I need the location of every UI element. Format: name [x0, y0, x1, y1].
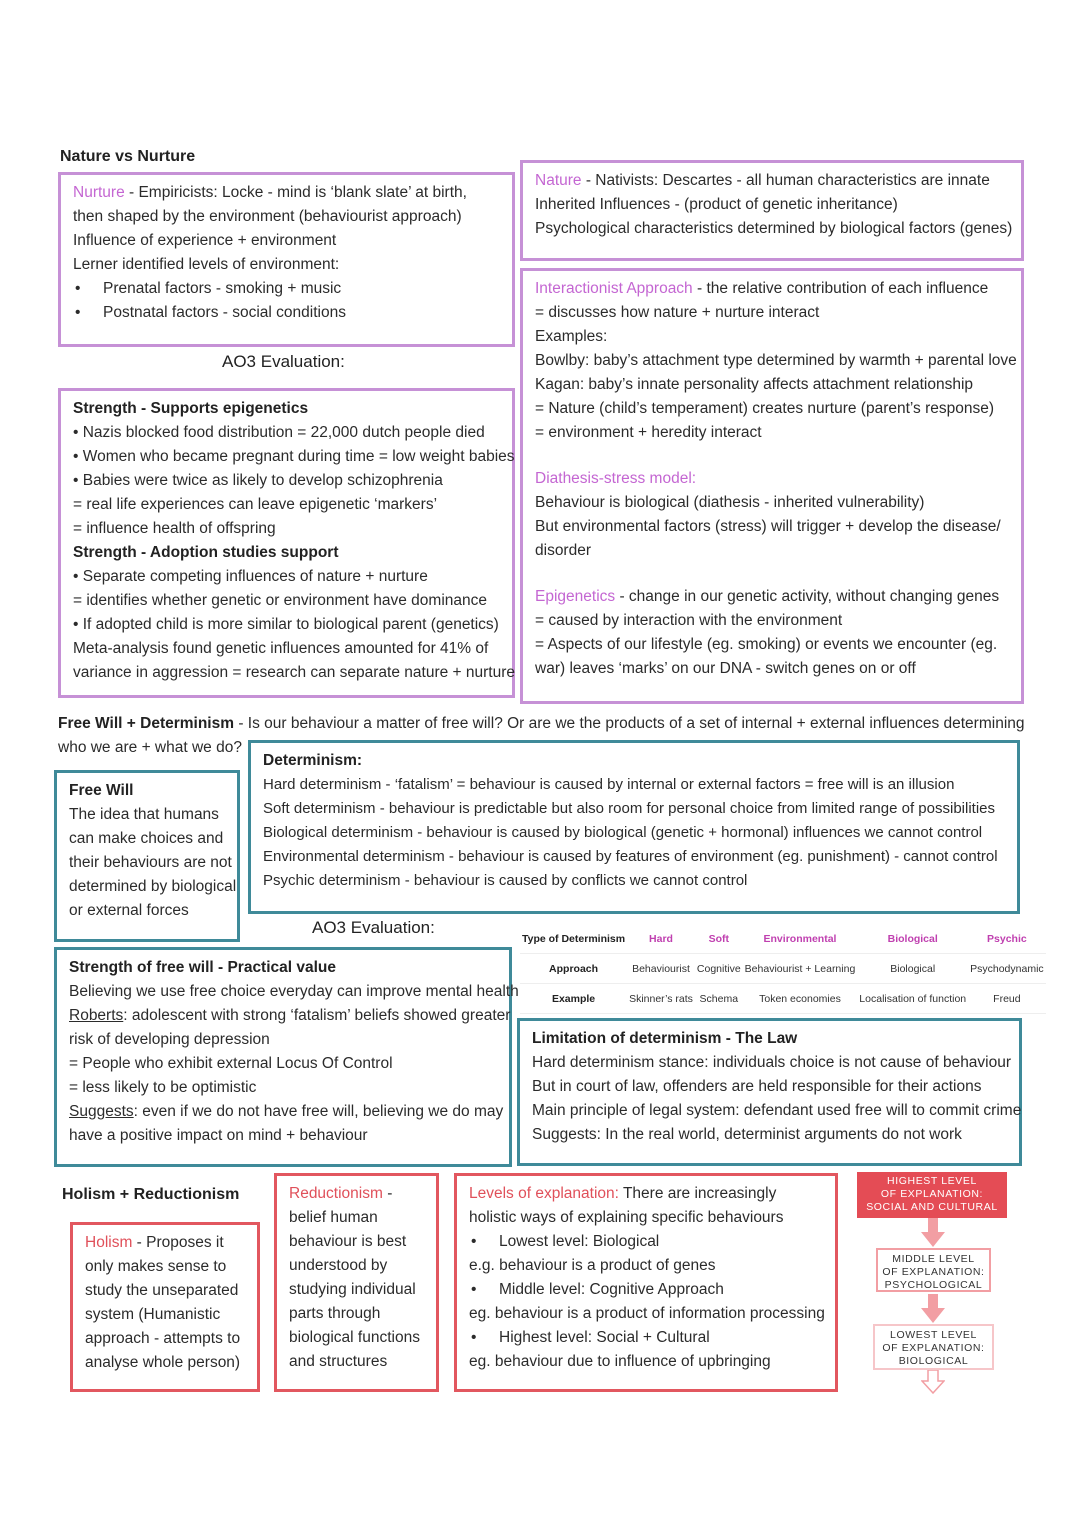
nurture-box [58, 172, 515, 347]
diathesis-line: Behaviour is biological (diathesis - inherited vulnerability) [535, 494, 925, 511]
diathesis-line: But environmental factors (stress) will trigger + develop the disease/ [535, 518, 1001, 535]
determinism-line: Environmental determinism - behaviour is caused by features of environment (eg. punishment) - cannot control [263, 848, 998, 865]
free-will-strength-line: : adolescent with strong ‘fatalism’ beliefs showed greater [123, 1007, 511, 1024]
table-cell: Localisation of function [857, 984, 968, 1014]
nurture-line: Lerner identified levels of environment: [73, 256, 340, 273]
reductionism-line: biological functions [289, 1329, 420, 1346]
suggests-ref: Suggests [69, 1103, 134, 1120]
nurture-line: then shaped by the environment (behaviourist approach) [73, 208, 462, 225]
holism-term: Holism [85, 1234, 133, 1251]
table-header-cell: Type of Determinism [520, 924, 627, 954]
lowest-level-line: OF EXPLANATION: [882, 1342, 985, 1354]
interactionist-line: = environment + heredity interact [535, 424, 762, 441]
free-will-line: can make choices and [69, 830, 224, 847]
table-header-cell: Hard [627, 924, 695, 954]
nurture-line: Influence of experience + environment [73, 232, 337, 249]
strength-line: variance in aggression = research can separate nature + nurture [73, 664, 516, 681]
limitation-line: But in court of law, offenders are held responsible for their actions [532, 1078, 982, 1095]
table-cell: Behaviourist [627, 954, 695, 984]
epigenetics-term: Epigenetics [535, 588, 616, 605]
table-header-cell: Psychic [968, 924, 1046, 954]
table-header-cell: Soft [695, 924, 743, 954]
down-arrow-icon [921, 1370, 945, 1394]
interactionist-line: Bowlby: baby’s attachment type determined by warmth + parental love [535, 352, 1017, 369]
lowest-level-line: LOWEST LEVEL [890, 1329, 977, 1341]
table-cell: Psychodynamic [968, 954, 1046, 984]
nurture-bullet: • Prenatal factors - smoking + music [73, 277, 500, 301]
levels-line: e.g. behaviour is a product of genes [469, 1257, 716, 1274]
table-cell: Approach [520, 954, 627, 984]
highest-level-line: HIGHEST LEVEL [887, 1175, 977, 1187]
reductionism-box [274, 1173, 439, 1392]
reductionism-line: parts through [289, 1305, 381, 1322]
diathesis-term: Diathesis-stress model: [535, 470, 697, 487]
table-cell: Behaviourist + Learning [743, 954, 858, 984]
nature-line: - Nativists: Descartes - all human characteristics are innate [581, 172, 990, 189]
free-will-line: or external forces [69, 902, 189, 919]
reductionism-line: understood by [289, 1257, 388, 1274]
strength-title: Strength - Supports epigenetics [73, 400, 309, 417]
reductionism-line: studying individual [289, 1281, 416, 1298]
levels-box [454, 1173, 838, 1392]
interactionist-box [520, 268, 1024, 704]
free-will-strength-line: risk of developing depression [69, 1031, 270, 1048]
strength-line: Meta-analysis found genetic influences amounted for 41% of [73, 640, 489, 657]
holism-line: study the unseparated [85, 1282, 239, 1299]
strength-title: Strength - Adoption studies support [73, 544, 339, 561]
reductionism-line: - [382, 1185, 393, 1202]
table-row [520, 984, 1046, 1014]
epigenetics-line: = caused by interaction with the environment [535, 612, 843, 629]
reductionism-term: Reductionism [289, 1185, 383, 1202]
highest-level-line: OF EXPLANATION: [880, 1188, 984, 1200]
nature-strengths-box [58, 388, 515, 698]
free-will-title: Free Will [69, 782, 134, 799]
levels-line: There are increasingly [618, 1185, 777, 1202]
roberts-ref: Roberts [69, 1007, 124, 1024]
free-will-question: - Is our behaviour a matter of free will? Or are we the products of a set of internal + external influences determining [234, 715, 1025, 732]
table-header-row [520, 924, 1046, 954]
section-title-holism: Holism + Reductionism [62, 1186, 240, 1203]
determinism-line: Hard determinism - ‘fatalism’ = behaviour is caused by internal or external factors = free will is an illusion [263, 776, 955, 793]
free-will-question: who we are + what we do? [58, 739, 242, 756]
section-title-nature-nurture: Nature vs Nurture [60, 148, 196, 165]
interactionist-line: = discusses how nature + nurture interact [535, 304, 820, 321]
table-header-cell: Biological [857, 924, 968, 954]
table-cell: Schema [695, 984, 743, 1014]
interactionist-line: = Nature (child’s temperament) creates nurture (parent’s response) [535, 400, 995, 417]
holism-line: - Proposes it [132, 1234, 224, 1251]
determinism-line: Biological determinism - behaviour is caused by biological (genetic + hormonal) influences we cannot control [263, 824, 983, 841]
free-will-line: their behaviours are not [69, 854, 232, 871]
levels-line: holistic ways of explaining specific behaviours [469, 1209, 784, 1226]
interactionist-term: Interactionist Approach [535, 280, 693, 297]
table-row [520, 954, 1046, 984]
limitation-line: Suggests: In the real world, determinist arguments do not work [532, 1126, 962, 1143]
free-will-box [54, 770, 240, 942]
limitation-line: Hard determinism stance: individuals choice is not cause of behaviour [532, 1054, 1012, 1071]
holism-line: analyse whole person) [85, 1354, 241, 1371]
strength-line: • Nazis blocked food distribution = 22,000 dutch people died [73, 424, 485, 441]
ao3-title-nature: AO3 Evaluation: [222, 352, 345, 371]
middle-level-line: MIDDLE LEVEL [892, 1253, 975, 1265]
levels-line: eg. behaviour is a product of information processing [469, 1305, 825, 1322]
free-will-strength-box [54, 947, 519, 1167]
lowest-level-box [873, 1324, 994, 1370]
down-arrow-icon [920, 1294, 946, 1324]
nature-line: Inherited Influences - (product of genetic inheritance) [535, 196, 898, 213]
table-cell: Example [520, 984, 627, 1014]
middle-level-line: OF EXPLANATION: [882, 1266, 985, 1278]
table-cell: Skinner’s rats [627, 984, 695, 1014]
determinism-box [248, 740, 1020, 914]
epigenetics-line: war) leaves ‘marks’ on our DNA - switch genes on or off [535, 660, 916, 677]
strength-line: = influence health of offspring [73, 520, 276, 537]
middle-level-box [876, 1248, 991, 1292]
strength-line: • Women who became pregnant during time = low weight babies [73, 448, 515, 465]
levels-term: Levels of explanation: [469, 1185, 619, 1202]
nature-term: Nature [535, 172, 582, 189]
free-will-line: The idea that humans [69, 806, 219, 823]
nurture-term: Nurture [73, 184, 125, 201]
determinism-line: Soft determinism - behaviour is predictable but also room for personal choice from limited range of possibilities [263, 800, 996, 817]
free-will-heading: Free Will + Determinism [58, 715, 235, 732]
interactionist-line: Examples: [535, 328, 608, 345]
strength-line: • Babies were twice as likely to develop schizophrenia [73, 472, 443, 489]
holism-line: system (Humanistic [85, 1306, 221, 1323]
determinism-table [520, 924, 1046, 1014]
table-cell: Token economies [743, 984, 858, 1014]
highest-level-line: SOCIAL AND CULTURAL [866, 1201, 998, 1213]
limitation-box [517, 1018, 1022, 1166]
strength-line: • Separate competing influences of nature + nurture [73, 568, 428, 585]
levels-bullet: • Middle level: Cognitive Approach [469, 1278, 823, 1302]
strength-line: = identifies whether genetic or environment have dominance [73, 592, 488, 609]
middle-level-line: PSYCHOLOGICAL [884, 1279, 983, 1291]
strength-line: = real life experiences can leave epigenetic ‘markers’ [73, 496, 438, 513]
limitation-title: Limitation of determinism - The Law [532, 1030, 798, 1047]
table-cell: Freud [968, 984, 1046, 1014]
interactionist-line: - the relative contribution of each influence [692, 280, 989, 297]
highest-level-box [857, 1172, 1007, 1218]
ao3-title-free-will: AO3 Evaluation: [312, 918, 435, 937]
table-cell: Biological [857, 954, 968, 984]
interactionist-line: Kagan: baby’s innate personality affects attachment relationship [535, 376, 974, 393]
nurture-bullet: • Postnatal factors - social conditions [73, 301, 500, 325]
reductionism-line: and structures [289, 1353, 388, 1370]
levels-bullet: • Highest level: Social + Cultural [469, 1326, 823, 1350]
epigenetics-line: - change in our genetic activity, without changing genes [615, 588, 1000, 605]
down-arrow-icon [920, 1218, 946, 1248]
strength-line: • If adopted child is more similar to biological parent (genetics) [73, 616, 499, 633]
reductionism-line: belief human [289, 1209, 378, 1226]
nurture-line: - Empiricists: Locke - mind is ‘blank slate’ at birth, [124, 184, 467, 201]
free-will-strength-line: : even if we do not have free will, believing we do may [133, 1103, 504, 1120]
diathesis-line: disorder [535, 542, 591, 559]
determinism-line: Psychic determinism - behaviour is caused by conflicts we cannot control [263, 872, 748, 889]
holism-line: approach - attempts to [85, 1330, 241, 1347]
reductionism-line: behaviour is best [289, 1233, 407, 1250]
epigenetics-line: = Aspects of our lifestyle (eg. smoking) or events we encounter (eg. [535, 636, 998, 653]
nature-line: Psychological characteristics determined by biological factors (genes) [535, 220, 1013, 237]
free-will-line: determined by biological [69, 878, 237, 895]
lowest-level-line: BIOLOGICAL [898, 1355, 969, 1367]
limitation-line: Main principle of legal system: defendant used free will to commit crime [532, 1102, 1022, 1119]
table-header-cell: Environmental [743, 924, 858, 954]
table-cell: Cognitive [695, 954, 743, 984]
free-will-strength-line: have a positive impact on mind + behaviour [69, 1127, 368, 1144]
free-will-strength-line: = People who exhibit external Locus Of Control [69, 1055, 393, 1072]
levels-line: eg. behaviour due to influence of upbringing [469, 1353, 771, 1370]
determinism-title: Determinism: [263, 752, 363, 769]
free-will-strength-line: = less likely to be optimistic [69, 1079, 257, 1096]
holism-line: only makes sense to [85, 1258, 227, 1275]
free-will-strength-line: Believing we use free choice everyday can improve mental health [69, 983, 519, 1000]
free-will-strength-title: Strength of free will - Practical value [69, 959, 337, 976]
holism-box [70, 1222, 260, 1392]
nature-box [520, 160, 1024, 261]
determinism-table-wrap [520, 924, 1044, 1014]
levels-bullet: • Lowest level: Biological [469, 1230, 823, 1254]
